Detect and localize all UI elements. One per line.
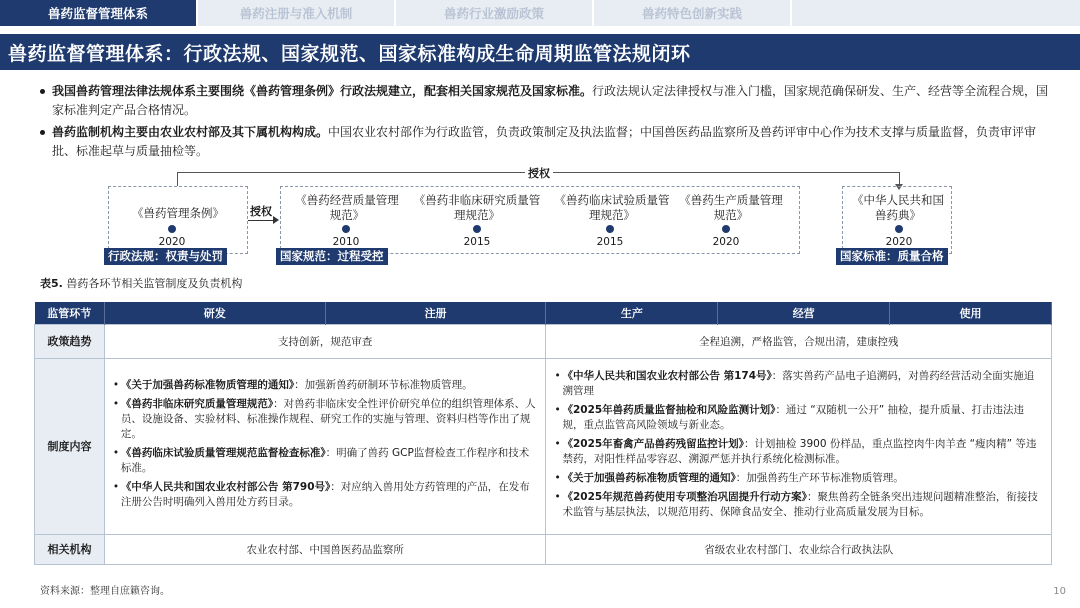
policy-text: ：加强新兽药研制环节标准物质管理。 (294, 379, 473, 391)
policy-item (113, 480, 538, 510)
authorize-arrow-head (273, 216, 279, 224)
policy-title: 《兽药临床试验质量管理规范监督检查标准》 (120, 447, 326, 459)
node-dot (473, 225, 481, 233)
header-cell: 生产 (546, 302, 718, 324)
header-cell: 监管环节 (35, 302, 105, 324)
category-national-std: 国家标准：质量合格 (836, 248, 948, 265)
authorize-label-top: 授权 (525, 165, 553, 181)
bullet-strong-text: 我国兽药管理法律法规体系主要围绕《兽药管理条例》行政法规建立，配套相关国家规范及国家标准。 (52, 84, 593, 98)
node-name: 《兽药生产质量管理规范》 (679, 193, 783, 222)
bullet-legal-system (40, 82, 1050, 120)
node-name: 《中华人民共和国兽药典》 (852, 193, 944, 222)
header-cell: 研发 (104, 302, 325, 324)
policy-item (554, 369, 1043, 399)
table-caption (40, 275, 242, 291)
table-header-row (35, 302, 1052, 324)
category-admin-regulation: 行政法规：权责与处罚 (104, 248, 227, 265)
policy-title: 《关于加强兽药标准物质管理的通知》 (120, 379, 295, 391)
node-year: 2010 (332, 236, 360, 248)
policy-title: 《关于加强兽药标准物质管理的通知》 (562, 471, 736, 484)
content-left-cell (104, 358, 546, 534)
policy-item (554, 437, 1043, 467)
tab-registration-access[interactable]: 兽药注册与准入机制 (198, 0, 394, 26)
authorize-bracket-top (177, 172, 899, 173)
policy-title: 《2025年规范兽药使用专项整治巩固提升行动方案》 (562, 490, 807, 503)
category-national-spec: 国家规范：过程受控 (276, 248, 388, 265)
policy-title: 《2025年兽药质量监督抽检和风险监测计划》 (562, 403, 776, 416)
tab-industry-incentives[interactable]: 兽药行业激励政策 (396, 0, 592, 26)
bullet-body-text: 行政法规认定法律授权与准入门槛，国家规范确保研发、生产、经营等全流程合规，国家标准判定产品合格情况。 (52, 84, 1049, 117)
policy-title: 《2025年畜禽产品兽药残留监控计划》 (562, 437, 744, 450)
page-number: 10 (1053, 586, 1066, 597)
node-year: 2020 (158, 236, 186, 248)
source-footnote: 资料来源：整理自庶籁咨询。 (40, 586, 170, 597)
policy-item (113, 378, 538, 393)
policy-item (113, 397, 538, 442)
content-right-cell (546, 358, 1052, 534)
trend-right-cell: 全程追溯，严格监管，合规出清，建康控残 (546, 324, 1052, 358)
policy-text: ：落实兽药产品电子追溯码，对兽药经营活动全面实施追溯管理 (562, 369, 1035, 397)
authorize-arrow-line (248, 220, 274, 221)
node-year: 2020 (885, 236, 913, 248)
node-name: 《兽药临床试验质量管理规范》 (554, 193, 670, 222)
node-name: 《兽药经营质量管理规范》 (295, 193, 399, 222)
policy-title: 《兽药非临床研究质量管理规范》 (120, 398, 274, 410)
tab-veterinary-drug-supervision[interactable]: 兽药监督管理体系 (0, 0, 196, 26)
node-dot (895, 225, 903, 233)
admin-regulation-box (108, 186, 248, 254)
authorize-bracket-left (177, 172, 178, 186)
authorize-arrow-head (895, 184, 903, 190)
node-dot (168, 225, 176, 233)
node-name: 《兽药非临床研究质量管理规范》 (413, 193, 541, 222)
policy-text: ：明确了兽药 GCP监督检查工作程序和技术标准。 (120, 447, 530, 474)
supervision-table (34, 302, 1052, 565)
caption-prefix: 表5. (40, 277, 63, 290)
node-name: 《兽药管理条例》 (132, 206, 224, 220)
node-year: 2015 (596, 236, 624, 248)
header-cell: 使用 (890, 302, 1052, 324)
policy-text: ：计划抽检 3900 份样品，重点监控肉牛肉羊查 “瘦肉精” 等违禁药，对阳性样品零容忍、溯源严惩并执行系统化检测标准。 (562, 437, 1037, 465)
trend-left-cell: 支持创新，规范审查 (104, 324, 546, 358)
authorize-label-mid: 授权 (250, 205, 272, 218)
row-label: 政策趋势 (35, 324, 105, 358)
policy-text: ：对应纳入兽用处方药管理的产品，在发布注册公告时明确列入兽用处方药目录。 (120, 481, 530, 508)
policy-title: 《中华人民共和国农业农村部公告 第174号》 (562, 369, 772, 382)
node-year: 2015 (463, 236, 491, 248)
policy-item (113, 446, 538, 476)
national-spec-box (280, 186, 800, 254)
authorize-bracket-right (899, 172, 900, 186)
policy-text: ：对兽药非临床安全性评价研究单位的组织管理体系、人员、设施设备、实验材料、标准操作规程、研究工作的实施与管理、资料归档等作出了规定。 (120, 398, 536, 440)
bullet-agencies (40, 123, 1050, 161)
node-dot (606, 225, 614, 233)
caption-text: 兽药各环节相关监管制度及负责机构 (66, 277, 243, 290)
policy-text: ：通过 “双随机一公开” 抽检，提升质量、打击违法违规，重点监管高风险领域与新业态。 (562, 403, 1024, 431)
section-tab-bar (0, 0, 1080, 26)
bullet-strong-text: 兽药监制机构主要由农业农村部及其下属机构构成。 (52, 125, 329, 139)
header-cell: 经营 (718, 302, 890, 324)
row-label: 相关机构 (35, 534, 105, 564)
table-row (35, 324, 1052, 358)
node-dot (722, 225, 730, 233)
bullet-body-text: 中国农业农村部作为行政监管，负责政策制定及执法监督；中国兽医药品监察所及兽药评审中心作为技术支撑与质量监督，负责审评审批、标准起草与质量抽检等。 (52, 125, 1037, 158)
table-row (35, 358, 1052, 534)
national-std-box (842, 186, 952, 254)
policy-item (554, 471, 1043, 486)
header-cell: 注册 (325, 302, 546, 324)
policy-text: ：加强兽药生产环节标准物质管理。 (735, 471, 904, 484)
summary-bullets (40, 82, 1050, 164)
table-row (35, 534, 1052, 564)
row-label: 制度内容 (35, 358, 105, 534)
node-dot (342, 225, 350, 233)
policy-text: ：聚焦兽药全链条突出违规问题精准整治，衔接技术监管与基层执法，以规范用药、保障食品安全、推动行业高质量发展为目标。 (562, 490, 1038, 518)
policy-item (554, 403, 1043, 433)
policy-title: 《中华人民共和国农业农村部公告 第790号》 (120, 481, 331, 493)
tab-innovation-practice[interactable]: 兽药特色创新实践 (594, 0, 790, 26)
slide-title: 兽药监督管理体系：行政法规、国家规范、国家标准构成生命周期监管法规闭环 (0, 34, 1080, 70)
agency-right-cell: 省级农业农村部门、农业综合行政执法队 (546, 534, 1052, 564)
node-year: 2020 (712, 236, 740, 248)
tab-bar-filler (792, 0, 1080, 26)
policy-item (554, 490, 1043, 520)
agency-left-cell: 农业农村部、中国兽医药品监察所 (104, 534, 546, 564)
